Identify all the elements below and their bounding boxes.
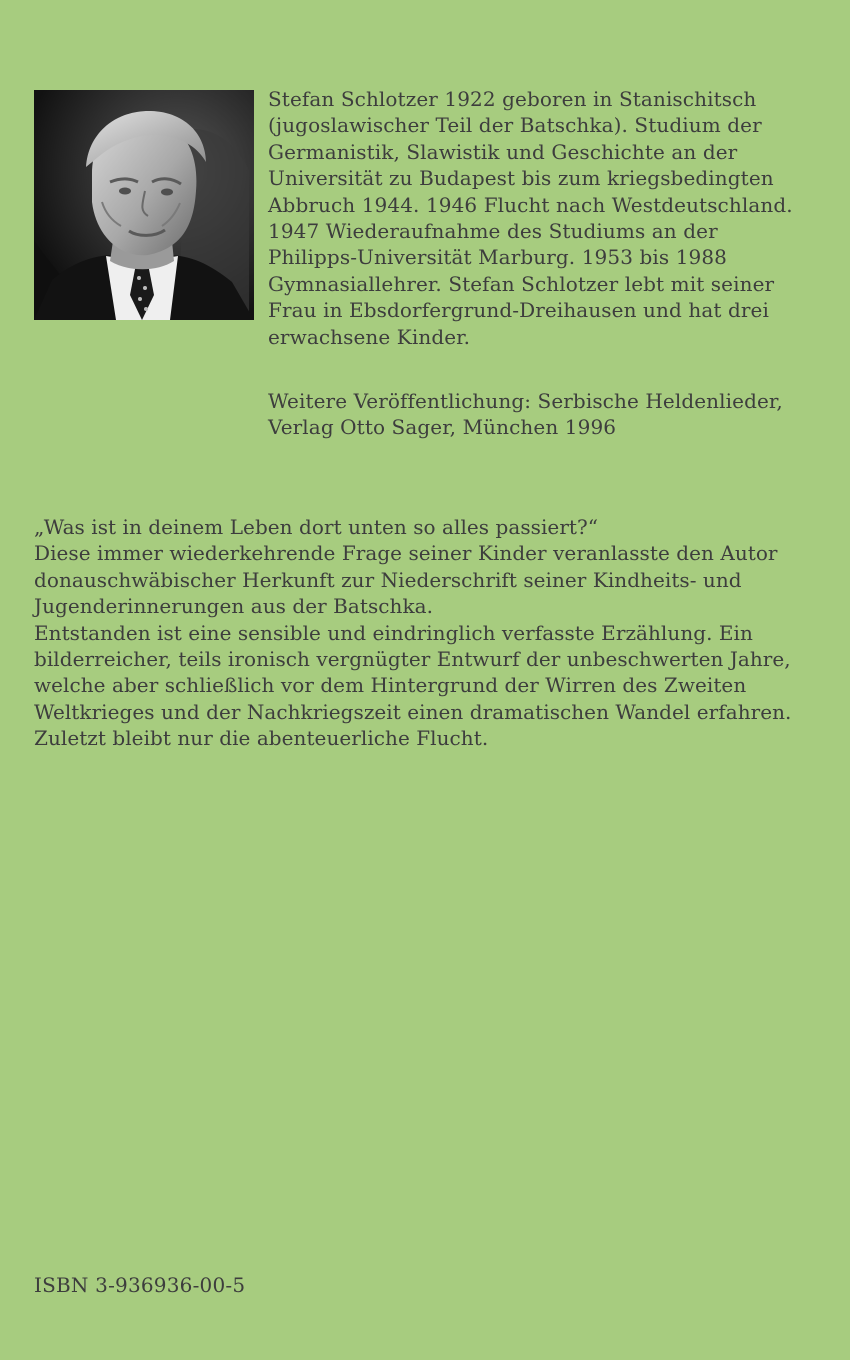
publication-line: Weitere Veröffentlichung: Serbische Heldenlieder, [268, 389, 783, 413]
author-bio-line: Stefan Schlotzer 1922 geboren in Stanischitsch [268, 87, 757, 111]
author-photo [34, 90, 254, 320]
author-bio-line: Gymnasiallehrer. Stefan Schlotzer lebt mit seiner [268, 271, 775, 296]
author-bio [268, 86, 808, 350]
book-description-line: Entstanden ist eine sensible und eindringlich verfasste Erzählung. Ein [34, 620, 753, 645]
author-bio-line: (jugoslawischer Teil der Batschka). Studium der [268, 113, 762, 138]
author-bio-line: 1947 Wiederaufnahme des Studiums an der [268, 219, 718, 244]
book-description-line: welche aber schließlich vor dem Hintergrund der Wirren des Zweiten [34, 673, 747, 698]
author-portrait-illustration [34, 90, 254, 320]
book-description-line: Jugenderinnerungen aus der Batschka. [34, 594, 433, 619]
publication-line: Verlag Otto Sager, München 1996 [268, 415, 617, 440]
other-publication [268, 388, 808, 441]
author-bio-line: Universität zu Budapest bis zum kriegsbedingten [268, 166, 774, 191]
book-description-line: Weltkrieges und der Nachkriegszeit einen dramatischen Wandel erfahren. [34, 699, 792, 724]
author-bio-line: Frau in Ebsdorfergrund-Dreihausen und hat drei [268, 298, 769, 323]
book-description-line: donauschwäbischer Herkunft zur Niederschrift seiner Kindheits- und [34, 567, 742, 592]
book-description-line: „Was ist in deinem Leben dort unten so alles passiert?“ [34, 515, 599, 539]
book-description [34, 514, 824, 752]
author-bio-line: Germanistik, Slawistik und Geschichte an der [268, 139, 738, 164]
book-description-line: Zuletzt bleibt nur die abenteuerliche Flucht. [34, 726, 489, 751]
book-description-line: Diese immer wiederkehrende Frage seiner Kinder veranlasste den Autor [34, 541, 778, 566]
book-description-line: bilderreicher, teils ironisch vergnügter Entwurf der unbeschwerten Jahre, [34, 647, 791, 672]
author-bio-line: Abbruch 1944. 1946 Flucht nach Westdeutschland. [268, 192, 793, 217]
author-bio-line: Philipps-Universität Marburg. 1953 bis 1988 [268, 245, 727, 270]
isbn-number: ISBN 3-936936-00-5 [34, 1273, 246, 1297]
author-bio-line: erwachsene Kinder. [268, 324, 471, 349]
